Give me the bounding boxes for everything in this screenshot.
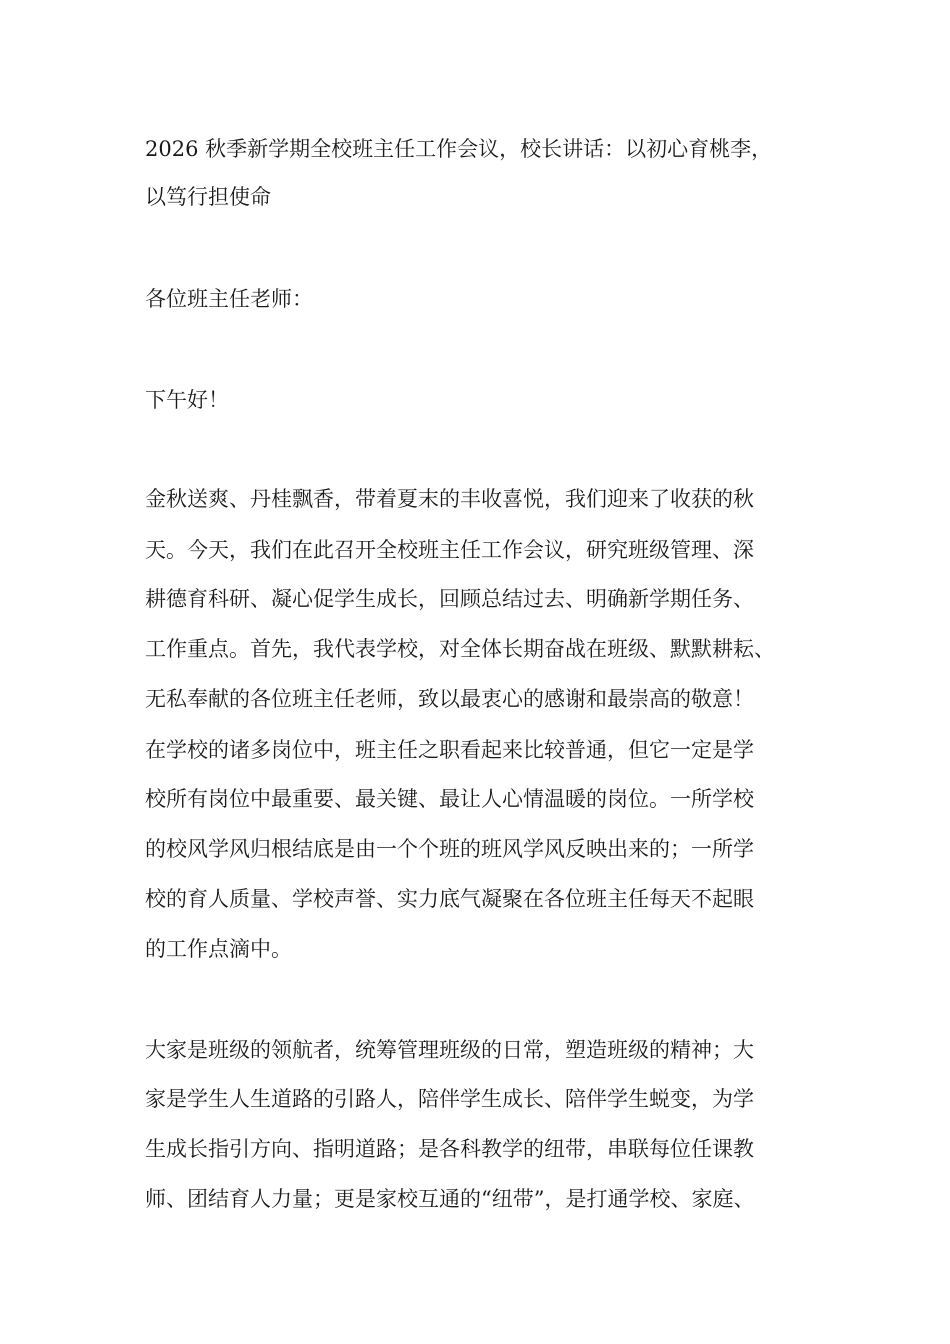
paragraph-3-line-3: 生成长指引方向、指明道路；是各科教学的纽带，串联每位任课教 [145,1137,754,1161]
greeting: 下午好！ [145,388,229,412]
document-title-line-1: 2026 秋季新学期全校班主任工作会议，校长讲话：以初心育桃李， [145,137,773,161]
salutation: 各位班主任老师： [145,287,313,311]
paragraph-1-line-2: 天。今天，我们在此召开全校班主任工作会议，研究班级管理、深 [145,538,754,562]
paragraph-1-line-1: 金秋送爽、丹桂飘香，带着夏末的丰收喜悦，我们迎来了收获的秋 [145,487,754,511]
paragraph-2-line-5: 的工作点滴中。 [145,937,292,961]
document-title-line-2: 以笃行担使命 [145,185,271,209]
paragraph-2-line-3: 的校风学风归根结底是由一个个班的班风学风反映出来的；一所学 [145,837,754,861]
paragraph-1-line-5: 无私奉献的各位班主任老师，致以最衷心的感谢和最崇高的敬意！ [145,687,754,711]
paragraph-2-line-4: 校的育人质量、学校声誉、实力底气凝聚在各位班主任每天不起眼 [145,887,754,911]
paragraph-3-line-2: 家是学生人生道路的引路人，陪伴学生成长、陪伴学生蜕变，为学 [145,1087,754,1111]
paragraph-2-line-1: 在学校的诸多岗位中，班主任之职看起来比较普通，但它一定是学 [145,738,754,762]
paragraph-3-line-1: 大家是班级的领航者，统筹管理班级的日常，塑造班级的精神；大 [145,1038,754,1062]
paragraph-2-line-2: 校所有岗位中最重要、最关键、最让人心情温暖的岗位。一所学校 [145,787,754,811]
paragraph-3-line-4: 师、团结育人力量；更是家校互通的“纽带”，是打通学校、家庭、 [145,1187,755,1211]
paragraph-1-line-3: 耕德育科研、凝心促学生成长，回顾总结过去、明确新学期任务、 [145,587,754,611]
paragraph-1-line-4: 工作重点。首先，我代表学校，对全体长期奋战在班级、默默耕耘、 [145,637,775,661]
